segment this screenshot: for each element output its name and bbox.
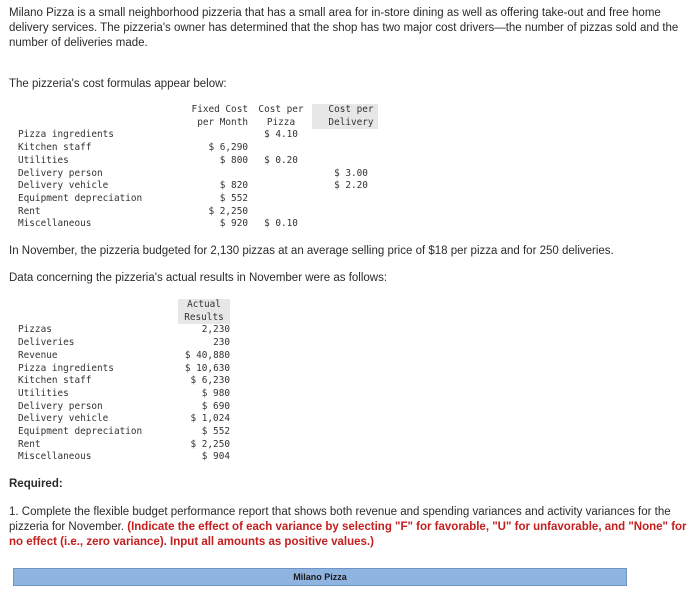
table-row bbox=[18, 363, 230, 376]
budget-paragraph: In November, the pizzeria budgeted for 2,130 pizzas at an average selling price of $18 per pizza and for 250 deliveries. bbox=[9, 245, 614, 257]
table-row bbox=[18, 206, 378, 219]
table-row bbox=[18, 426, 230, 439]
row-value: 230 bbox=[213, 337, 230, 349]
row-label: Equipment depreciation bbox=[18, 192, 143, 204]
table-row bbox=[18, 193, 378, 206]
row-value: $ 2,250 bbox=[190, 438, 230, 450]
cost-table-header-row bbox=[18, 104, 378, 129]
per-delivery-value bbox=[312, 129, 378, 142]
report-title-banner: Milano Pizza bbox=[13, 568, 627, 586]
formulas-intro: The pizzeria's cost formulas appear below: bbox=[9, 78, 227, 90]
fixed-cost-value: $ 820 bbox=[219, 180, 248, 192]
table-row bbox=[18, 401, 230, 414]
fixed-cost-value bbox=[173, 168, 250, 181]
fixed-cost-value: $ 552 bbox=[219, 192, 248, 204]
fixed-cost-value bbox=[173, 129, 250, 142]
row-value: $ 552 bbox=[201, 426, 230, 438]
row-label: Kitchen staff bbox=[18, 142, 92, 154]
row-label: Utilities bbox=[18, 154, 69, 166]
row-label: Deliveries bbox=[18, 337, 75, 349]
actual-results-header: Actual Results bbox=[178, 299, 230, 324]
row-value: $ 1,024 bbox=[190, 413, 230, 425]
row-label: Revenue bbox=[18, 349, 58, 361]
per-pizza-value bbox=[250, 142, 312, 155]
table-row bbox=[18, 168, 378, 181]
per-pizza-value bbox=[250, 168, 312, 181]
row-label: Equipment depreciation bbox=[18, 426, 143, 438]
row-value: $ 10,630 bbox=[184, 362, 230, 374]
results-header-row bbox=[18, 299, 230, 324]
row-value: 2,230 bbox=[201, 324, 230, 336]
row-label: Rent bbox=[18, 438, 41, 450]
per-delivery-value bbox=[312, 218, 378, 231]
fixed-cost-value: $ 2,250 bbox=[208, 205, 248, 217]
cost-formula-table bbox=[18, 104, 378, 231]
actual-results-table bbox=[18, 299, 230, 464]
per-delivery-value: $ 3.00 bbox=[334, 167, 368, 179]
instruction-text: 1. Complete the flexible budget performance report that shows both revenue and spending variances and activity variances for the pizzeria for November. bbox=[9, 506, 671, 533]
per-pizza-value bbox=[250, 193, 312, 206]
row-label: Pizza ingredients bbox=[18, 129, 114, 141]
fixed-cost-value: $ 920 bbox=[219, 218, 248, 230]
table-row bbox=[18, 388, 230, 401]
instructions-paragraph bbox=[9, 505, 692, 550]
per-delivery-value bbox=[312, 155, 378, 168]
table-row bbox=[18, 142, 378, 155]
row-label: Pizza ingredients bbox=[18, 362, 114, 374]
per-delivery-value: $ 2.20 bbox=[334, 180, 368, 192]
instruction-emphasis: (Indicate the effect of each variance by selecting "F" for favorable, "U" for unfavorable, and "None" for no effect (i.e., zero variance). Input all amounts as positive values.) bbox=[9, 521, 687, 548]
table-row bbox=[18, 375, 230, 388]
per-delivery-value bbox=[312, 142, 378, 155]
table-row bbox=[18, 350, 230, 363]
table-row bbox=[18, 451, 230, 464]
cost-per-delivery-header: Cost per Delivery bbox=[312, 104, 378, 129]
row-value: $ 6,230 bbox=[190, 375, 230, 387]
table-row bbox=[18, 324, 230, 337]
table-row bbox=[18, 129, 378, 142]
row-label: Delivery person bbox=[18, 167, 103, 179]
fixed-cost-header: Fixed Cost per Month bbox=[191, 104, 248, 128]
row-label: Delivery person bbox=[18, 400, 103, 412]
row-value: $ 904 bbox=[201, 451, 230, 463]
row-value: $ 40,880 bbox=[184, 349, 230, 361]
fixed-cost-value: $ 800 bbox=[219, 154, 248, 166]
per-pizza-value bbox=[250, 180, 312, 193]
per-delivery-value bbox=[312, 206, 378, 219]
cost-per-pizza-header: Cost per Pizza bbox=[258, 104, 304, 128]
intro-paragraph: Milano Pizza is a small neighborhood pizzeria that has a small area for in-store dining as well as offering take-out and free home delivery services. The pizzeria's owner has determined that the shop has two major cost drivers—the number of pizzas sold and the number of deliveries made. bbox=[9, 7, 679, 49]
per-pizza-value: $ 0.20 bbox=[264, 154, 298, 166]
row-label: Miscellaneous bbox=[18, 218, 92, 230]
row-label: Pizzas bbox=[18, 324, 52, 336]
per-pizza-value bbox=[250, 206, 312, 219]
row-value: $ 690 bbox=[201, 400, 230, 412]
table-row bbox=[18, 413, 230, 426]
row-label: Miscellaneous bbox=[18, 451, 92, 463]
per-pizza-value: $ 4.10 bbox=[264, 129, 298, 141]
table-row bbox=[18, 218, 378, 231]
table-row bbox=[18, 439, 230, 452]
table-row bbox=[18, 337, 230, 350]
fixed-cost-value: $ 6,290 bbox=[208, 142, 248, 154]
row-label: Delivery vehicle bbox=[18, 413, 109, 425]
per-pizza-value: $ 0.10 bbox=[264, 218, 298, 230]
required-heading: Required: bbox=[9, 478, 63, 490]
per-delivery-value bbox=[312, 193, 378, 206]
table-row bbox=[18, 155, 378, 168]
row-value: $ 980 bbox=[201, 387, 230, 399]
row-label: Kitchen staff bbox=[18, 375, 92, 387]
actual-results-intro: Data concerning the pizzeria's actual results in November were as follows: bbox=[9, 272, 388, 284]
table-row bbox=[18, 180, 378, 193]
row-label: Delivery vehicle bbox=[18, 180, 109, 192]
row-label: Utilities bbox=[18, 387, 69, 399]
row-label: Rent bbox=[18, 205, 41, 217]
